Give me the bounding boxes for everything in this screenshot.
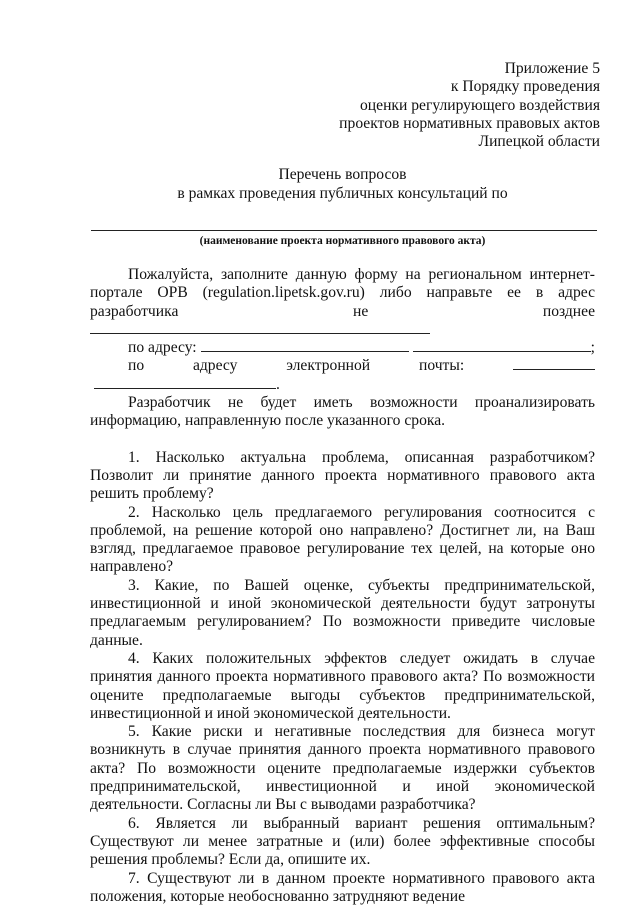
email-blank-line [513,357,595,370]
deadline-blank-line [90,321,430,334]
appendix-line: к Порядку проведения [339,78,600,96]
appendix-number: Приложение 5 [339,60,600,78]
appendix-line: проектов нормативных правовых актов [339,115,600,133]
email-line: по адресу электронной почты: . [90,357,595,394]
email-blank-line [94,376,276,389]
intro-paragraph: Пожалуйста, заполните данную форму на региональном интернет-портале ОРВ (regulation.lipetsk.gov.ru) либо направьте ее в адрес разработчика не позднее [90,266,595,339]
address-blank-line [201,339,409,352]
question-item: 2. Насколько цель предлагаемого регулирования соотносится с проблемой, на решение которой оно направлено? Достигнет ли, на Ваш взгляд, предлагаемое правовое регулирование тех целей, на которые оно направлено? [90,504,595,577]
act-name-caption: (наименование проекта нормативного правового акта) [90,234,595,248]
question-item: 7. Существуют ли в данном проекте нормативного правового акта положения, которые необоснованно затрудняют ведение [90,870,595,906]
appendix-line: оценки регулирующего воздействия [339,97,600,115]
question-item: 4. Каких положительных эффектов следует ожидать в случае принятия данного проекта нормативного правового акта? По возможности оцените предполагаемые выгоды субъектов предпринимательской, инвестиционной и иной экономической деятельности. [90,650,595,723]
title-line: Перечень вопросов [90,166,595,185]
document-title [90,166,595,203]
address-line: по адресу: ; [90,339,595,357]
question-item: 1. Насколько актуальна проблема, описанная разработчиком? Позволит ли принятие данного проекта нормативного правового акта решить проблему? [90,449,595,504]
document-body [90,266,595,906]
question-item: 5. Какие риски и негативные последствия для бизнеса могут возникнуть в случае принятия данного проекта нормативного правового акта? По возможности оцените предполагаемые издержки субъектов предпринимательской, инвестиционной и иной экономической деятельности. Согласны ли Вы с выводами разработчика? [90,723,595,814]
warning-paragraph: Разработчик не будет иметь возможности проанализировать информацию, направленную после указанного срока. [90,394,595,431]
act-name-blank-line [91,230,597,231]
address-blank-line [413,339,591,352]
appendix-line: Липецкой области [339,133,600,151]
appendix-header [339,60,600,151]
question-item: 6. Является ли выбранный вариант решения оптимальным? Существуют ли менее затратные и (или) более эффективные способы решения проблемы? Если да, опишите их. [90,815,595,870]
question-item: 3. Какие, по Вашей оценке, субъекты предпринимательской, инвестиционной и иной экономической деятельности будут затронуты предлагаемым регулированием? По возможности приведите числовые данные. [90,577,595,650]
title-line: в рамках проведения публичных консультаций по [90,185,595,204]
